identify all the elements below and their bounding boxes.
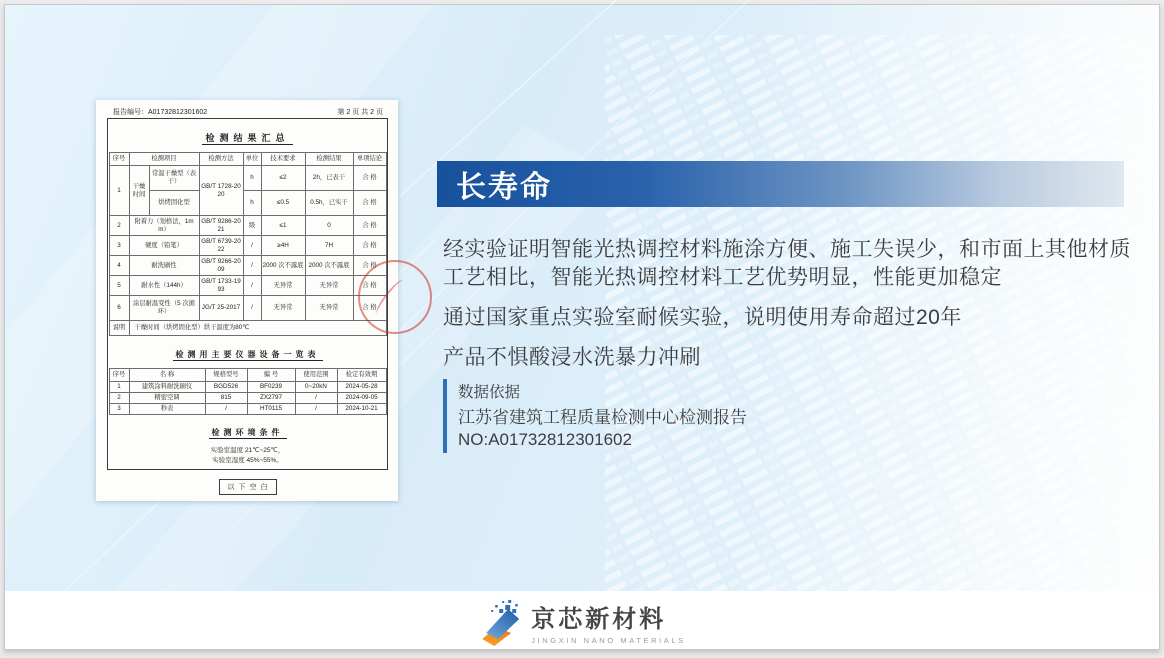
- table-cell: 2: [109, 216, 129, 236]
- logo-icon: [478, 597, 524, 647]
- table-header-row: [109, 369, 386, 382]
- page-title: 长寿命: [456, 171, 552, 204]
- table-cell: 2024-10-21: [337, 404, 386, 415]
- data-source-label: 数据依据: [458, 384, 521, 401]
- table-cell: /: [243, 236, 261, 256]
- table-cell: 合 格: [353, 276, 386, 296]
- table-cell: 无异常: [305, 276, 353, 296]
- table-cell: 秒表: [129, 404, 205, 415]
- blank-below-box: 以下空白: [219, 479, 277, 495]
- presentation-slide: [4, 4, 1160, 650]
- report-number: 报告编号：A01732812301602: [113, 109, 208, 116]
- environment-title: 检测环境条件: [108, 422, 387, 440]
- table-row: [109, 382, 386, 393]
- table-cell: h: [243, 191, 261, 216]
- table-cell: HT0115: [247, 404, 295, 415]
- table-cell: 检测结果: [305, 153, 353, 166]
- table-cell: /: [243, 276, 261, 296]
- table-cell: 7H: [305, 236, 353, 256]
- table-cell: ZX2797: [247, 393, 295, 404]
- table-cell: 规格型号: [205, 369, 247, 382]
- table-cell: 烘烤固化型: [149, 191, 199, 216]
- body-text-block: [443, 236, 1145, 384]
- table-cell: 3: [109, 236, 129, 256]
- company-logo: [478, 597, 686, 647]
- table-cell: 2024-09-05: [337, 393, 386, 404]
- table-cell: /: [243, 256, 261, 276]
- table-cell: 名 称: [129, 369, 205, 382]
- table-cell: 1: [109, 166, 129, 216]
- table-row: [109, 166, 386, 191]
- table-cell: h: [243, 166, 261, 191]
- table-cell: ≤0.5: [261, 191, 305, 216]
- table-cell: 合 格: [353, 256, 386, 276]
- table-row: [109, 216, 386, 236]
- instruments-table: [109, 368, 387, 415]
- environment-line: 实验室温度 21℃~25℃，: [210, 447, 285, 454]
- table-cell: GB/T 9266-2009: [199, 256, 243, 276]
- red-stamp-icon: [358, 260, 432, 334]
- report-outer-box: [107, 118, 388, 491]
- table-cell: 2024-05-28: [337, 382, 386, 393]
- instruments-title: 检测用主要仪器设备一览表: [108, 344, 387, 362]
- table-cell: /: [295, 404, 337, 415]
- table-cell: 硬度（铅笔）: [129, 236, 199, 256]
- table-cell: 耐洗刷性: [129, 256, 199, 276]
- table-cell: JG/T 25-2017: [199, 296, 243, 321]
- table-cell: 2h，已表干: [305, 166, 353, 191]
- table-cell: 使用范围: [295, 369, 337, 382]
- table-cell: ≥4H: [261, 236, 305, 256]
- table-cell: 建筑涂料耐洗刷仪: [129, 382, 205, 393]
- results-summary-title: 检测结果汇总: [108, 128, 387, 146]
- table-row: [109, 191, 386, 216]
- table-cell: 无异常: [261, 276, 305, 296]
- slide-background: [5, 5, 1159, 591]
- table-cell: 1: [109, 382, 129, 393]
- paragraph: 产品不惧酸浸水洗暴力冲刷: [443, 346, 701, 369]
- table-cell: 单项结论: [353, 153, 386, 166]
- table-cell: 0~20kN: [295, 382, 337, 393]
- table-cell: 合 格: [353, 296, 386, 321]
- table-cell: 0.5h，已实干: [305, 191, 353, 216]
- report-header: [96, 100, 398, 117]
- table-cell: BF0239: [247, 382, 295, 393]
- table-cell: 耐水性（144h）: [129, 276, 199, 296]
- table-cell: 无异常: [305, 296, 353, 321]
- table-cell: 附着力（划格法，1mm）: [129, 216, 199, 236]
- table-cell: 合 格: [353, 236, 386, 256]
- table-row: [109, 256, 386, 276]
- table-note-row: [109, 321, 386, 336]
- environment-line: 实验室湿度 45%~55%。: [212, 457, 283, 464]
- table-header-row: [109, 153, 386, 166]
- section-title-bar: [437, 161, 1124, 207]
- table-cell: 2000 次不露底: [261, 256, 305, 276]
- data-source-number: NO:A01732812301602: [458, 430, 632, 449]
- table-cell: GB/T 1728-2020: [199, 166, 243, 216]
- table-cell: 0: [305, 216, 353, 236]
- table-cell: 序号: [109, 369, 129, 382]
- table-cell: 单位: [243, 153, 261, 166]
- table-cell: 编 号: [247, 369, 295, 382]
- table-cell: 精密空调: [129, 393, 205, 404]
- table-cell: GB/T 1733-1993: [199, 276, 243, 296]
- results-table: [109, 152, 387, 336]
- table-cell: 4: [109, 256, 129, 276]
- table-cell: 涂层耐温变性（5 次循环）: [129, 296, 199, 321]
- table-cell: /: [295, 393, 337, 404]
- table-cell: GB/T 9286-2021: [199, 216, 243, 236]
- table-cell: 检测项目: [129, 153, 199, 166]
- report-page-number: 第 2 页 共 2 页: [337, 109, 383, 116]
- table-cell: ≤2: [261, 166, 305, 191]
- test-report-document: [96, 100, 398, 501]
- table-cell: /: [243, 296, 261, 321]
- table-row: [109, 236, 386, 256]
- table-cell: 2: [109, 393, 129, 404]
- table-cell: BGD526: [205, 382, 247, 393]
- table-cell: /: [205, 404, 247, 415]
- logo-en-text: JINGXIN NANO MATERIALS: [531, 636, 686, 645]
- table-cell: 合 格: [353, 191, 386, 216]
- table-cell: 检定有效期: [337, 369, 386, 382]
- table-cell: 级: [243, 216, 261, 236]
- table-cell: 干燥时间（烘烤固化型）烘干温度为80℃: [129, 321, 386, 336]
- table-cell: 合 格: [353, 216, 386, 236]
- table-cell: 技术要求: [261, 153, 305, 166]
- table-row: [109, 276, 386, 296]
- table-row: [109, 393, 386, 404]
- table-row: [109, 404, 386, 415]
- table-cell: 6: [109, 296, 129, 321]
- table-cell: 5: [109, 276, 129, 296]
- table-cell: 常温干燥型（表干）: [149, 166, 199, 191]
- table-cell: 无异常: [261, 296, 305, 321]
- data-source-org: 江苏省建筑工程质量检测中心检测报告: [458, 408, 747, 427]
- paragraph: 经实验证明智能光热调控材料施涂方便、施工失误少，和市面上其他材质工艺相比，智能光热调控材料工艺优势明显，性能更加稳定: [443, 238, 1131, 289]
- table-cell: ≤1: [261, 216, 305, 236]
- table-cell: 检测方法: [199, 153, 243, 166]
- table-cell: 2000 次不露底: [305, 256, 353, 276]
- table-cell: 3: [109, 404, 129, 415]
- table-cell: 815: [205, 393, 247, 404]
- table-cell: 干燥时间: [129, 166, 149, 216]
- data-source-block: [443, 379, 747, 453]
- table-row: [109, 296, 386, 321]
- table-cell: 序号: [109, 153, 129, 166]
- table-cell: 说明: [109, 321, 129, 336]
- logo-cn-text: 京芯新材料: [531, 606, 667, 633]
- table-cell: 合 格: [353, 166, 386, 191]
- table-cell: GB/T 6739-2022: [199, 236, 243, 256]
- paragraph: 通过国家重点实验室耐候实验，说明使用寿命超过20年: [443, 306, 962, 329]
